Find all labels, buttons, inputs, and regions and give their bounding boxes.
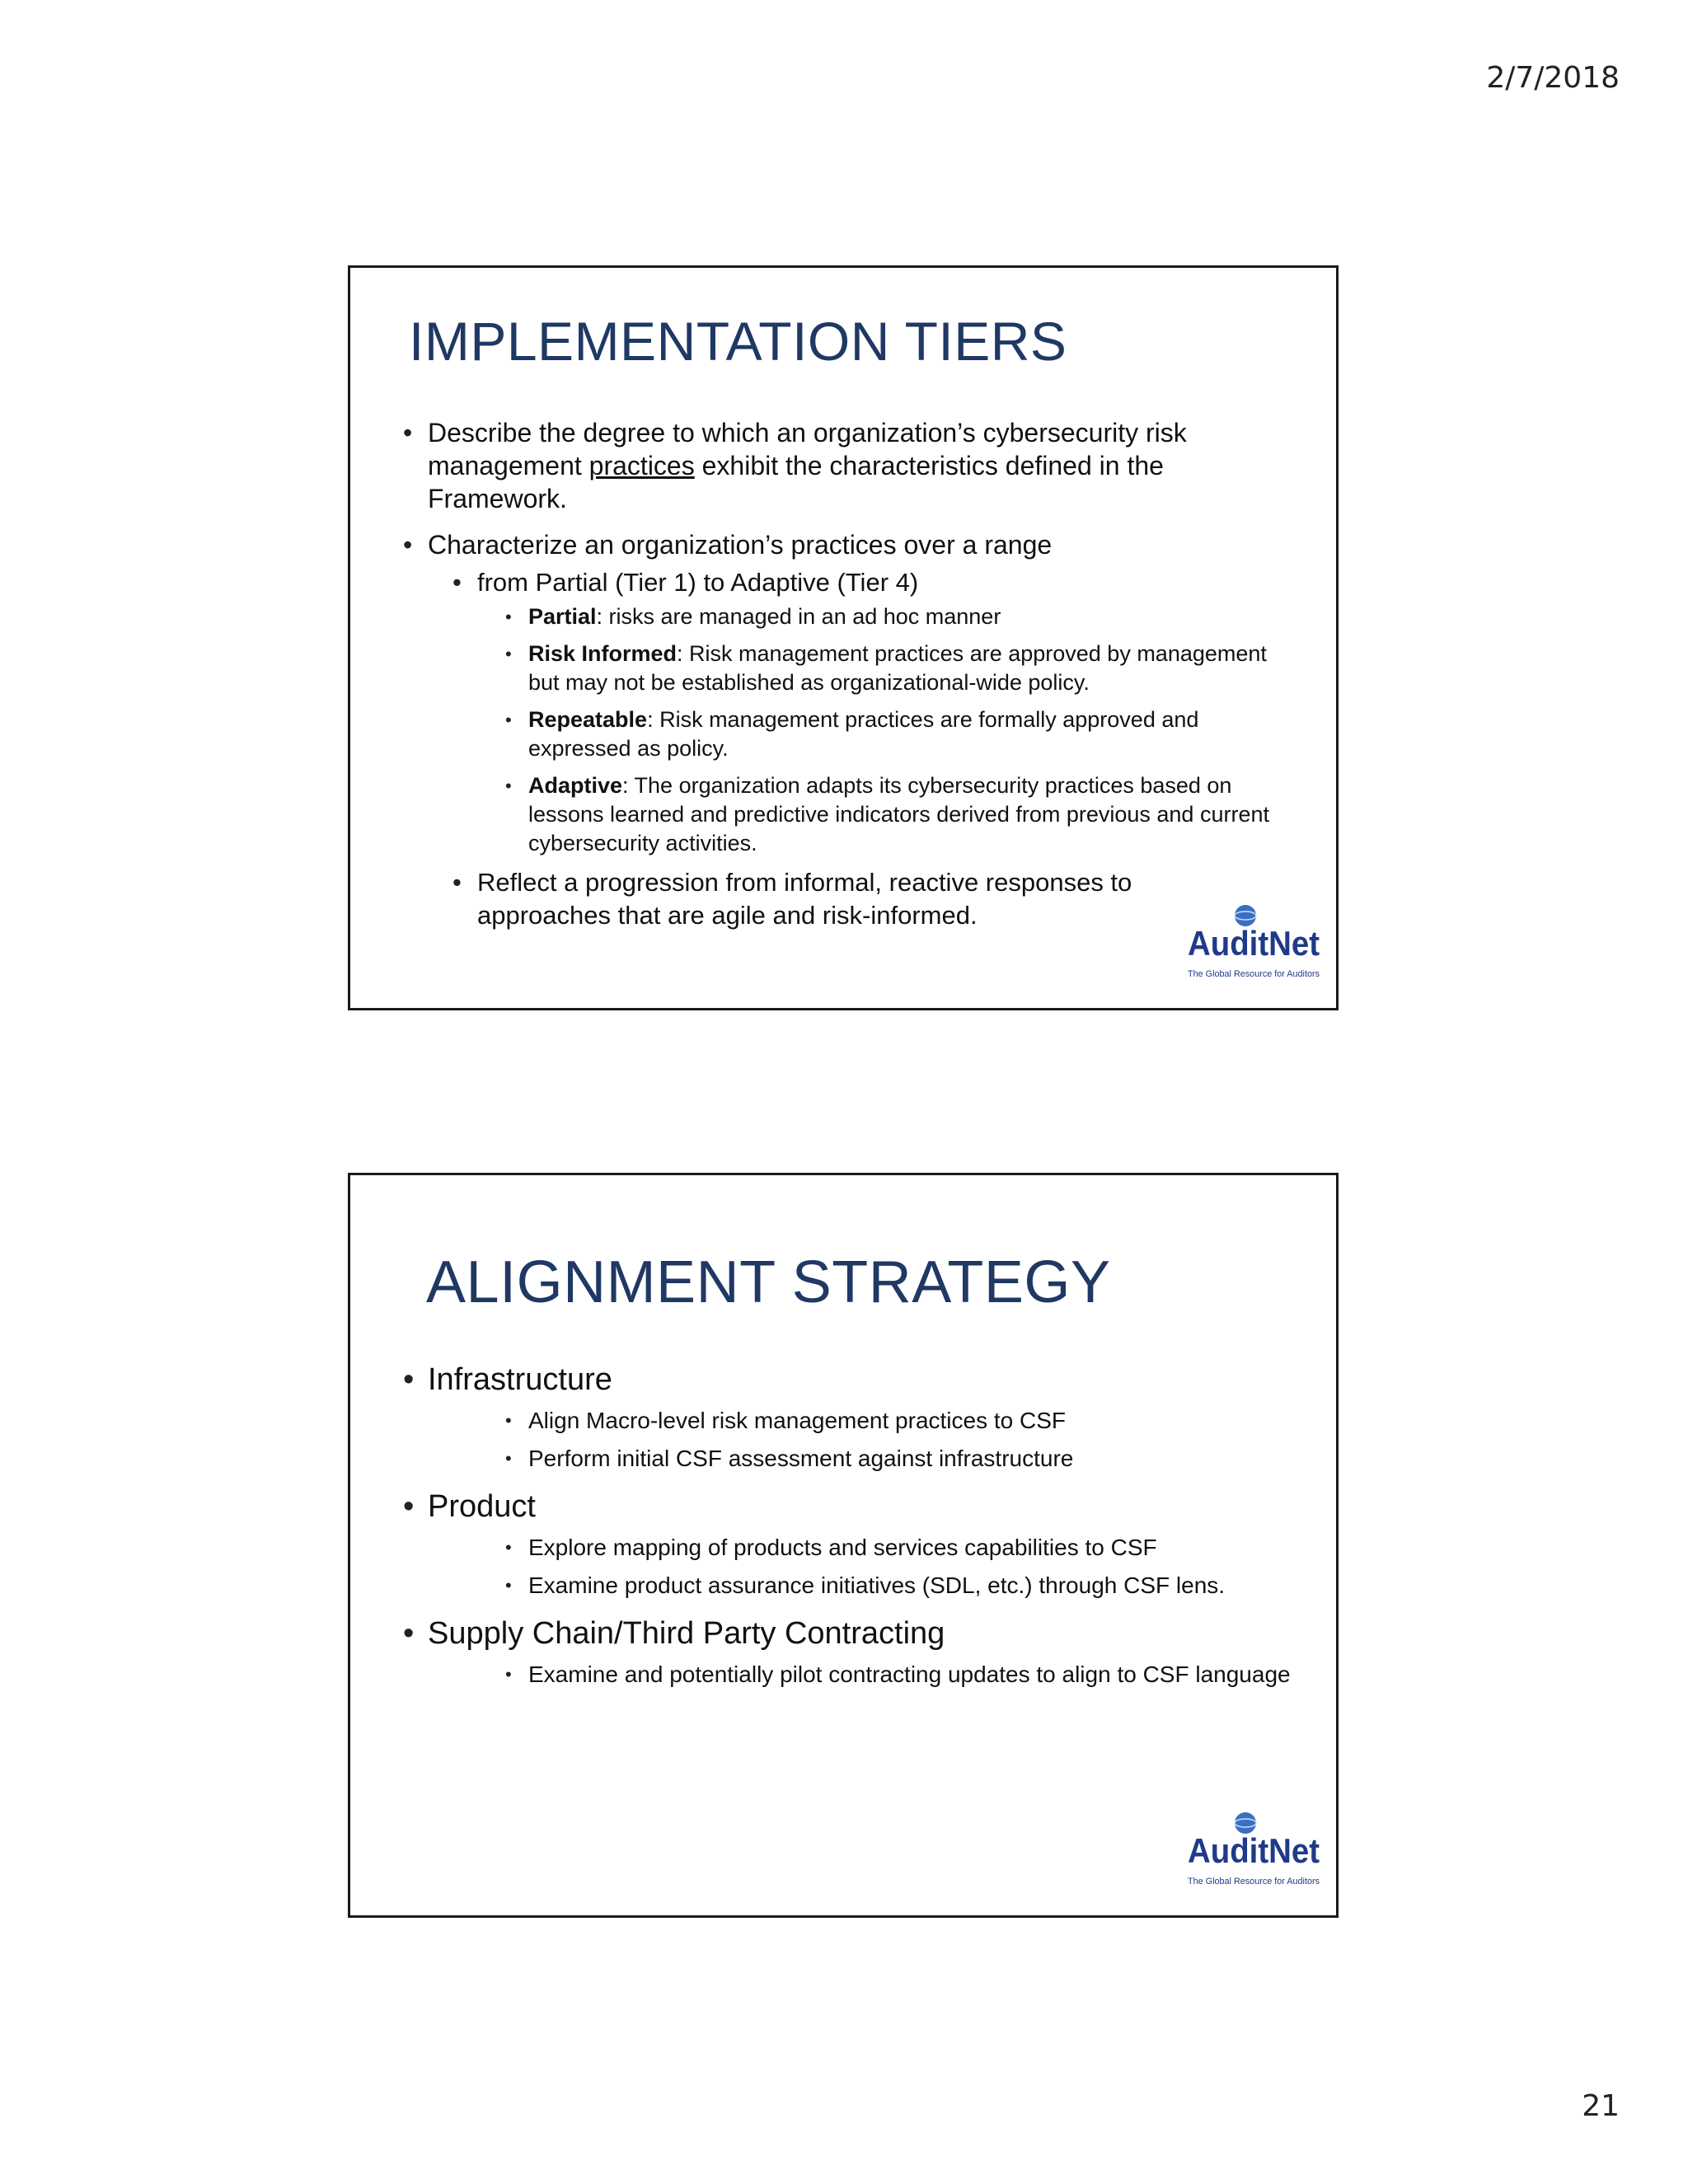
- sub-bullet-text: from Partial (Tier 1) to Adaptive (Tier 4): [477, 568, 919, 597]
- tier-term: Repeatable: [528, 707, 648, 732]
- section-heading: • Product: [428, 1489, 536, 1524]
- section-item: • Examine and potentially pilot contracting updates to align to CSF language: [528, 1661, 1303, 1689]
- tier-term: Adaptive: [528, 773, 623, 798]
- sub-bullet-range: [477, 566, 1303, 858]
- section-heading: • Infrastructure: [428, 1362, 612, 1397]
- tier-item: [528, 705, 1303, 763]
- logo-wordmark: AuditNet: [1188, 924, 1320, 963]
- section-supply-chain: [403, 1615, 1303, 1689]
- section-item: • Perform initial CSF assessment against infrastructure: [528, 1445, 1303, 1473]
- auditnet-logo: [1184, 1808, 1325, 1891]
- section-item: • Align Macro-level risk management practices to CSF: [528, 1407, 1303, 1435]
- page-number: 21: [1582, 2089, 1620, 2123]
- tier-item: [528, 640, 1303, 697]
- logo-tagline: The Global Resource for Auditors: [1188, 969, 1320, 979]
- bullet-describe: [403, 416, 1303, 515]
- auditnet-logo: [1184, 901, 1325, 983]
- section-infrastructure: [403, 1361, 1303, 1473]
- slide-title: IMPLEMENTATION TIERS: [409, 311, 1067, 372]
- logo-tagline: The Global Resource for Auditors: [1188, 1877, 1320, 1886]
- bullet-text: • Characterize an organization’s practices over a range: [428, 530, 1053, 560]
- logo-wordmark: AuditNet: [1188, 1831, 1320, 1870]
- tier-desc: : Risk management practices are approved by management but may not be established as organizational-wide policy.: [528, 641, 1267, 695]
- page-date: 2/7/2018: [1486, 61, 1620, 95]
- tier-term: Risk Informed: [528, 641, 678, 666]
- tier-desc: : Risk management practices are formally approved and expressed as policy.: [528, 707, 1199, 761]
- section-item: • Explore mapping of products and services capabilities to CSF: [528, 1534, 1303, 1562]
- slide-content: [403, 1361, 1303, 1704]
- bullet-text: Describe the degree to which an organization’s cybersecurity risk management: [428, 418, 1187, 480]
- tier-item: [528, 771, 1303, 858]
- tier-item: [528, 602, 1303, 631]
- tier-term: Partial: [528, 604, 597, 629]
- slide-implementation-tiers: [348, 265, 1339, 1010]
- bullet-text: exhibit the characteristics defined in the Framework.: [428, 451, 1164, 513]
- slide-title: ALIGNMENT STRATEGY: [426, 1249, 1111, 1315]
- sub-bullet-progression: [477, 866, 1303, 932]
- slide-content: [403, 416, 1303, 945]
- slide-alignment-strategy: [348, 1173, 1339, 1918]
- bullet-characterize: [403, 528, 1303, 932]
- tier-desc: : risks are managed in an ad hoc manner: [596, 604, 1001, 629]
- section-item: • Examine product assurance initiatives (SDL, etc.) through CSF lens.: [528, 1572, 1303, 1600]
- section-product: [403, 1488, 1303, 1600]
- tier-desc: : The organization adapts its cybersecurity practices based on lessons learned and predictive indicators derived from previous and current cybersecurity activities.: [528, 773, 1269, 855]
- section-heading: • Supply Chain/Third Party Contracting: [428, 1616, 945, 1651]
- sub-bullet-text: Reflect a progression from informal, reactive responses to approaches that are agile and risk-informed.: [477, 868, 1132, 930]
- underlined-word: practices: [588, 451, 695, 480]
